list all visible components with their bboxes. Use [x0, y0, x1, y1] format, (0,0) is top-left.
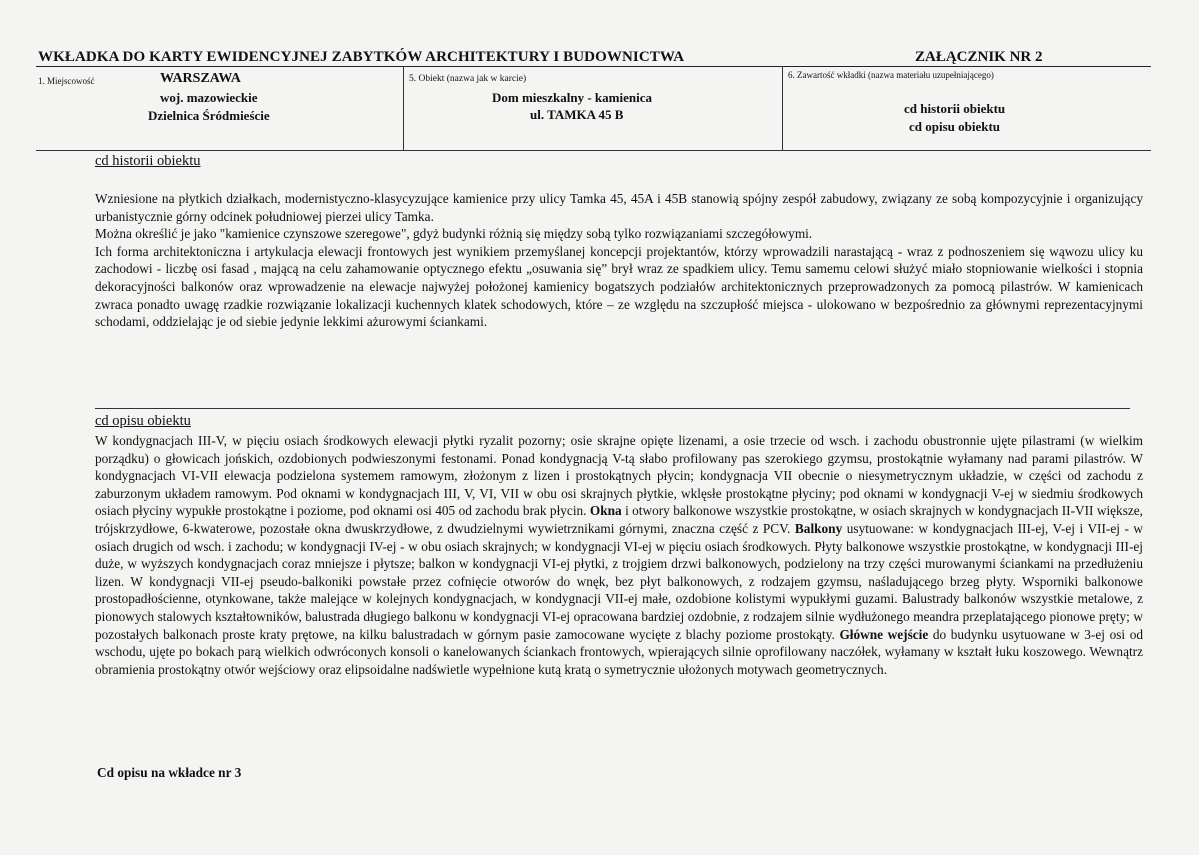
- field-1-label: 1. Miejscowość: [38, 76, 95, 86]
- content-item-description: cd opisu obiektu: [909, 119, 1001, 134]
- description-part-4: do budynku usytuowane w 3-ej osi od wschodu, ujęte po bokach parą wielkich odwróconych konsoli o kanelowanych ściankach frontowych, wpierających silnie oprofilowany naczółek, wyłamany w kształt łuku koszowego. Wewnątrz obramienia prostokątny otwór wejściowy oraz elipsoidalne nadświetle wypełnione kutą kratą o symetrycznie ułożonych motywach geometrycznych.: [95, 626, 1144, 677]
- history-paragraph-2: Można określić je jako "kamienice czynszowe szeregowe", gdyż budynki różnią się między sobą tylko rozwiązaniami szczegółowymi.: [95, 226, 813, 242]
- header-top-rule: [36, 66, 1151, 67]
- keyword-glowne-wejscie: Główne wejście: [839, 626, 929, 642]
- description-text: [95, 432, 1143, 678]
- cell-divider-1: [403, 66, 404, 150]
- header-bottom-rule: [36, 150, 1151, 151]
- cell-divider-2: [782, 66, 783, 150]
- description-part-2: i otwory balkonowe wszystkie prostokątne, w osiach skrajnych w kondygnacjach II-VII większe, trójskrzydłowe, 6-kwaterowe, pozostałe okna dwuskrzydłowe, z dwudzielnymi wywietrznikami górnymi, znaczna część z PCV.: [95, 503, 1144, 536]
- section-separator: [95, 408, 1130, 409]
- locality-value: WARSZAWA: [160, 71, 241, 86]
- document-title: WKŁADKA DO KARTY EWIDENCYJNEJ ZABYTKÓW ARCHITEKTURY I BUDOWNICTWA: [38, 49, 685, 65]
- history-paragraph-3: Ich forma architektoniczna i artykulacja elewacji frontowych jest wynikiem przemyślanej koncepcji projektantów, którzy wprowadzili narastającą - wraz z podnoszeniem się wąwozu ulicy ku zachodowi - liczbę osi fasad , mającą na celu zahamowanie optycznego efektu „osuwania się” brył wraz ze spadkiem ulicy. Temu samemu celowi służyć miało stopniowanie wielkości i stopnia dekoracyjności balkonów oraz wprowadzenie na elewacje najwyżej położonej kamienicy bogatszych podziałów architektonicznych przeprowadzonych za pomocą pilastrów. W kamienicach zwraca ponadto uwagę rzadkie rozwiązanie lokalizacji kuchennych klatek schodowych, które – ze względu na szczupłość miejsca - ulokowano w bezpośrednio za głównymi reprezentacyjnymi schodami, oddzielając je od siebie jedynie lekkimi ażurowymi ściankami.: [95, 243, 1143, 330]
- object-name-value: Dom mieszkalny - kamienica: [492, 90, 652, 105]
- content-item-history: cd historii obiektu: [904, 101, 1006, 116]
- object-address-value: ul. TAMKA 45 B: [530, 107, 624, 122]
- keyword-okna: Okna: [589, 503, 622, 519]
- history-text: [95, 190, 1143, 331]
- keyword-balkony: Balkony: [794, 520, 843, 536]
- continuation-note: Cd opisu na wkładce nr 3: [97, 765, 242, 780]
- attachment-number: ZAŁĄCZNIK NR 2: [915, 49, 1043, 65]
- description-heading: cd opisu obiektu: [95, 413, 191, 429]
- description-paragraph: [95, 432, 1143, 678]
- district-value: Dzielnica Śródmieście: [148, 108, 270, 123]
- description-part-3: usytuowane: w kondygnacjach III-ej, V-ej i VII-ej - w osiach drugich od wsch. i zachodu; w kondygnacji IV-ej - w obu osiach skrajnych; w kondygnacji VI-ej w pięciu osiach środkowych. Płyty balkonowe wszystkie prostokątne, w kondygnacji III-ej duże, w wyższych kondygnacjach coraz mniejsze i płytsze; balkon w kondygnacji VI-ej płytki, z trojgiem drzwi balkonowych, podzielony na trzy części murowanymi ściankami na przedłużeniu lizen. W kondygnacji VII-ej pseudo-balkoniki powstałe przez cofnięcie otworów do wnęk, bez płyt balkonowych, z rodzajem gzymsu, naśladującego brzeg płyty. Wsporniki balkonowe prostopadłościenne, otynkowane, także malejące w kolejnych kondygnacjach, w kondygnacji VII-ej małe, ozdobione kolistymi wypukłymi guzami. Balustrady balkonów wszystkie metalowe, z pionowych stalowych kształtowników, balustrada długiego balkonu w kondygnacji VI-ej opracowana bardziej ozdobnie, z rodzajem silnie wydłużonego meandra przeplatającego pionowe pręty; w pozostałych balkonach proste kraty prętowe, na kilku balustradach w górnym pasie zamocowane wycięte z blachy poziome prostokąty.: [95, 520, 1143, 642]
- field-5-label: 5. Obiekt (nazwa jak w karcie): [409, 74, 527, 84]
- voivodeship-value: woj. mazowieckie: [160, 90, 258, 105]
- description-part-1: W kondygnacjach III-V, w pięciu osiach środkowych elewacji płytki ryzalit pozorny; osie skrajne opięte lizenami, a osie trzecie od wsch. i zachodu obustronnie ujęte pilastrami (w wielkim porządku) o głowicach jońskich, ozdobionych podwieszonymi festonami. Ponad kondygnacją V-tą słabo profilowany pas szerokiego gzymsu, prostokątnie wyłamany nad parami pilastrów. W kondygnacjach VI-VII elewacja podzielona systemem ramowym, złożonym z lizen i prostokątnych płycin; kondygnacja VII obecnie o niesymetrycznym układzie, w części od zachodu z zaburzonym układem ramowym. Pod oknami w kondygnacjach III, V, VI, VII w obu osi skrajnych płytkie, wklęsłe prostokątne płyciny; pod oknami w kondygnacji V-ej w siedmiu środkowych osiach płyciny wypukłe prostokątne i poziome, pod oknami osi 405 od zachodu brak płycin.: [95, 433, 1143, 519]
- field-6-label: 6. Zawartość wkładki (nazwa materiału uzupełniającego): [788, 70, 994, 80]
- history-heading: cd historii obiektu: [95, 153, 201, 169]
- history-paragraph-1: Wzniesione na płytkich działkach, modernistyczno-klasycyzujące kamienice przy ulicy Tamka 45, 45A i 45B stanowią spójny zespół zabudowy, związany ze sobą kompozycyjnie i organizujący urbanistycznie górny odcinek południowej pierzei ulicy Tamka.: [95, 191, 1143, 224]
